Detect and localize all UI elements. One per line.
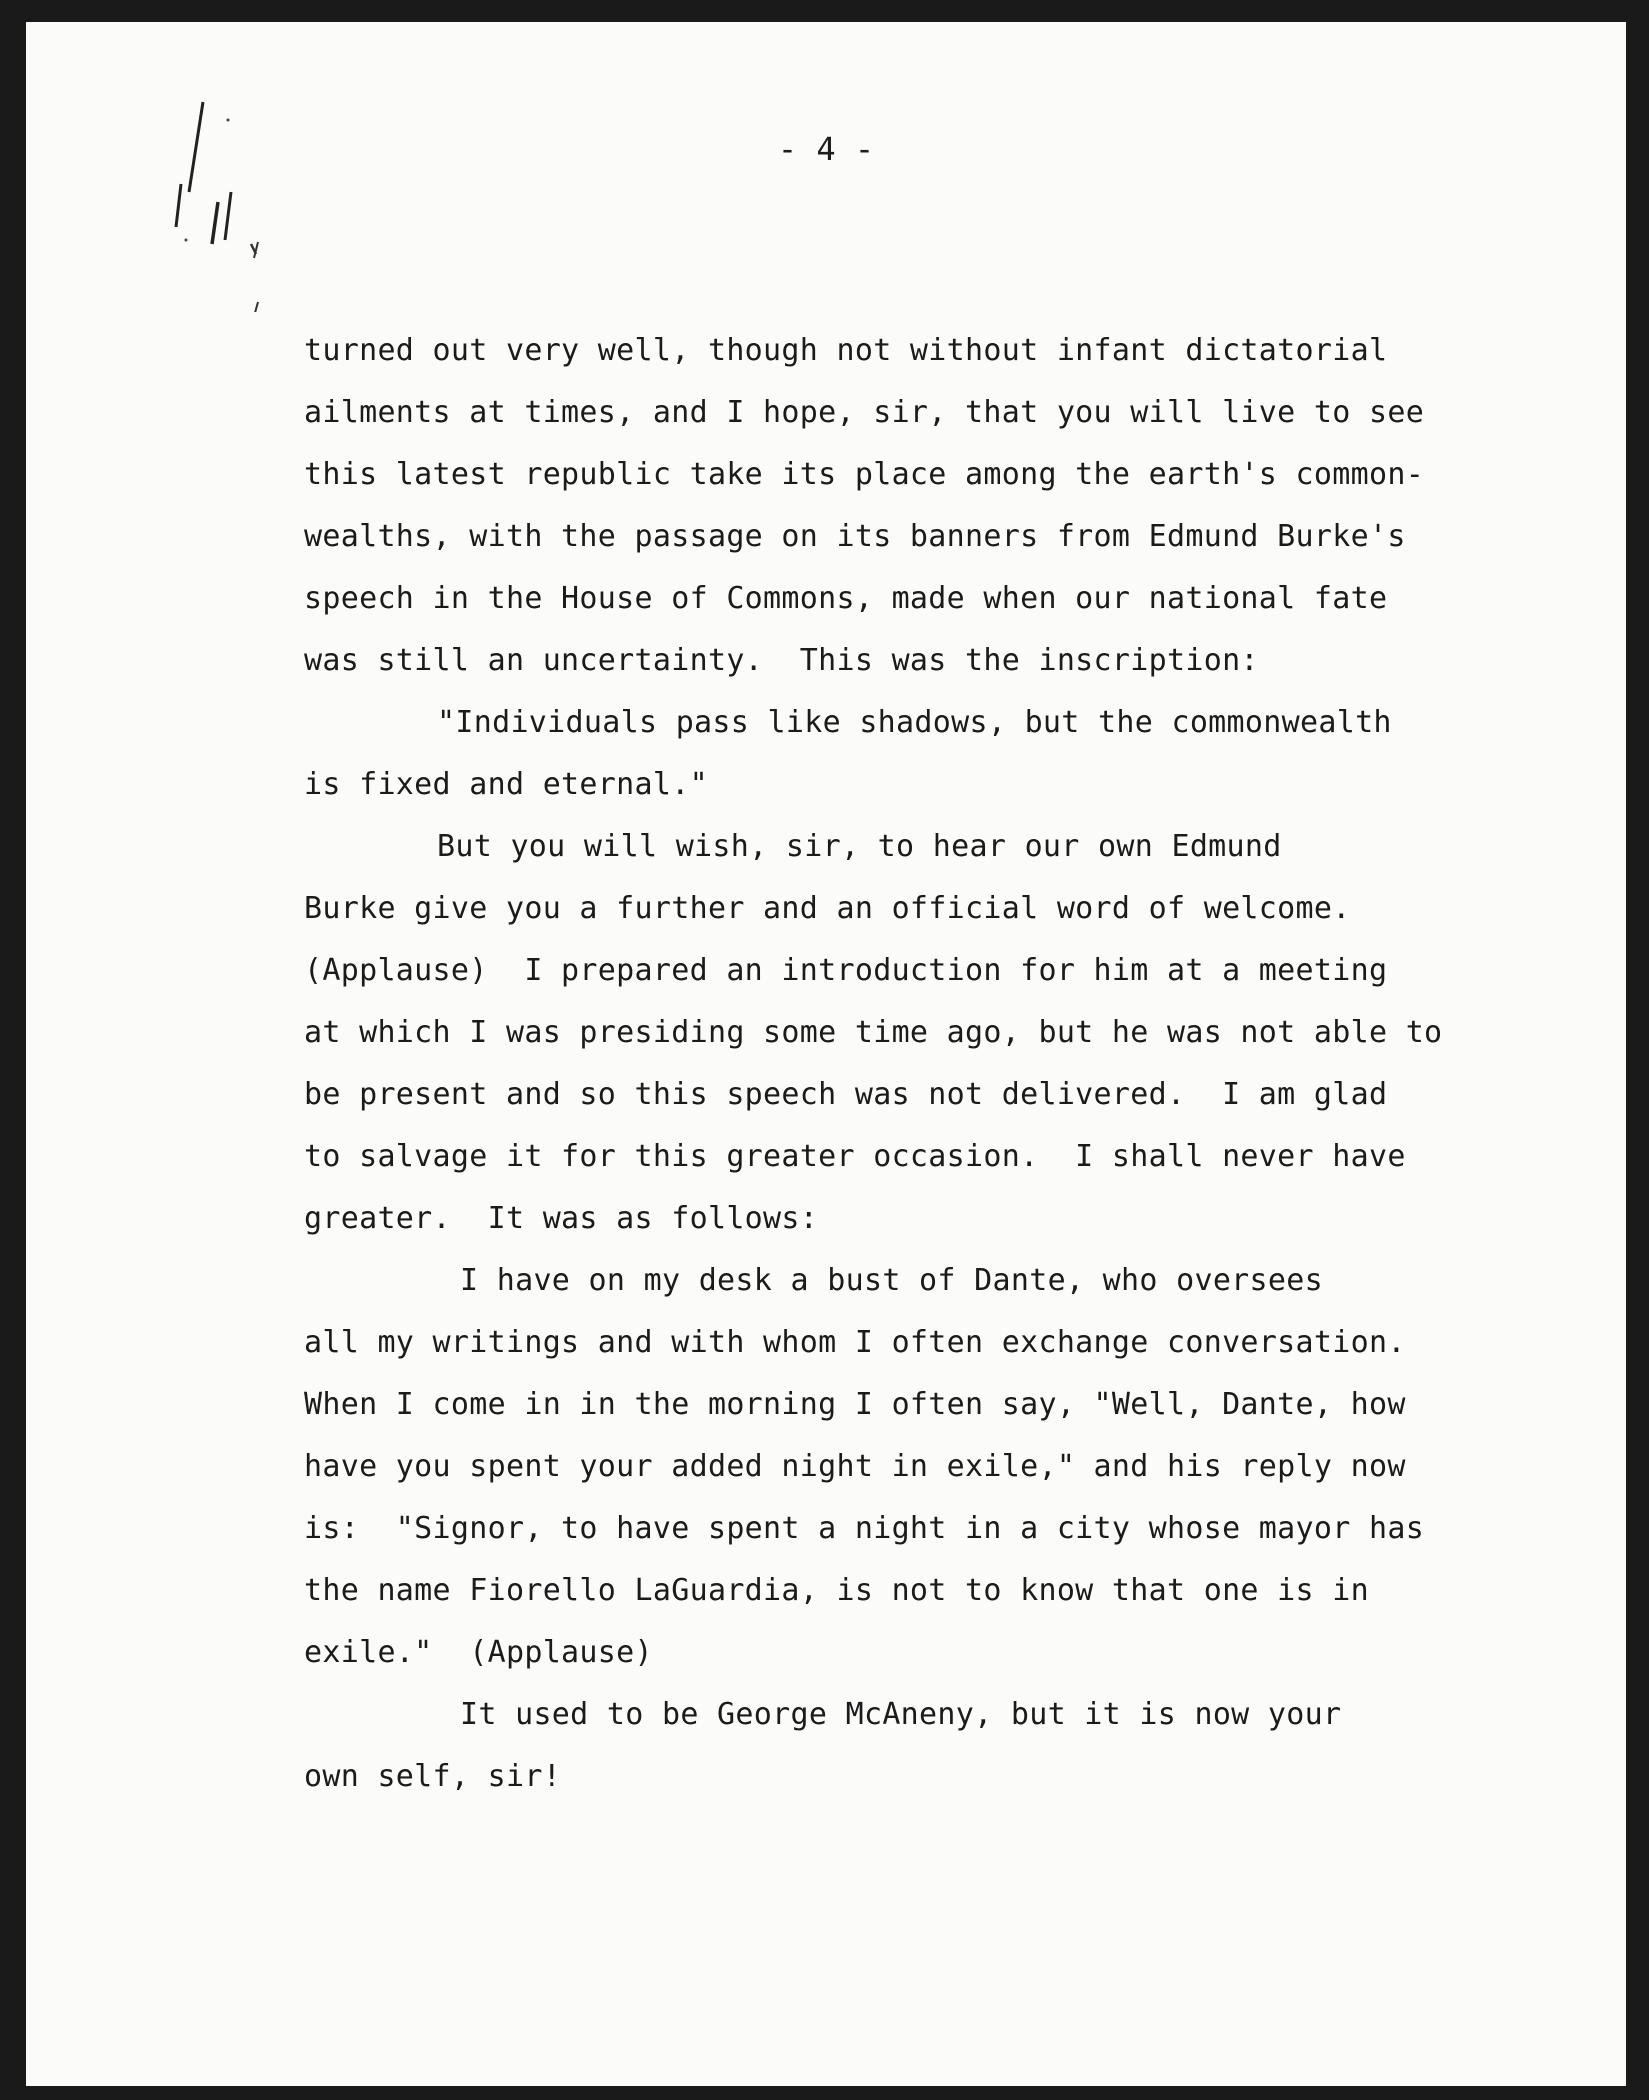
text-line: It used to be George McAneny, but it is now your — [460, 1697, 1342, 1732]
text-line: was still an uncertainty. This was the inscription: — [304, 643, 1259, 678]
text-line: I have on my desk a bust of Dante, who oversees — [460, 1263, 1323, 1298]
text-line: When I come in in the morning I often say, "Well, Dante, how — [304, 1387, 1406, 1422]
document-page — [26, 22, 1626, 2086]
text-line: the name Fiorello LaGuardia, is not to know that one is in — [304, 1573, 1369, 1608]
text-line: (Applause) I prepared an introduction for him at a meeting — [304, 953, 1388, 988]
text-line: this latest republic take its place among the earth's common- — [304, 457, 1425, 492]
body-text — [304, 320, 1534, 1808]
quotation-line: "Individuals pass like shadows, but the commonwealth — [437, 705, 1392, 740]
text-line: exile." (Applause) — [304, 1635, 653, 1670]
page-number: - 4 - — [777, 130, 875, 168]
text-line: ailments at times, and I hope, sir, that you will live to see — [304, 395, 1425, 430]
text-line: wealths, with the passage on its banners from Edmund Burke's — [304, 519, 1406, 554]
text-line: own self, sir! — [304, 1759, 562, 1794]
text-line: have you spent your added night in exile," and his reply now — [304, 1449, 1406, 1484]
text-line: turned out very well, though not without infant dictatorial — [304, 333, 1388, 368]
text-line: at which I was presiding some time ago, but he was not able to — [304, 1015, 1443, 1050]
text-line: all my writings and with whom I often exchange conversation. — [304, 1325, 1406, 1360]
text-line: is: "Signor, to have spent a night in a city whose mayor has — [304, 1511, 1425, 1546]
text-line: be present and so this speech was not delivered. I am glad — [304, 1077, 1388, 1112]
text-line: greater. It was as follows: — [304, 1201, 819, 1236]
quotation-line: is fixed and eternal." — [304, 767, 708, 802]
text-line: to salvage it for this greater occasion. I shall never have — [304, 1139, 1406, 1174]
text-line: But you will wish, sir, to hear our own Edmund — [437, 829, 1282, 864]
text-line: Burke give you a further and an official word of welcome. — [304, 891, 1351, 926]
handwritten-marks — [146, 72, 306, 312]
text-line: speech in the House of Commons, made when our national fate — [304, 581, 1388, 616]
